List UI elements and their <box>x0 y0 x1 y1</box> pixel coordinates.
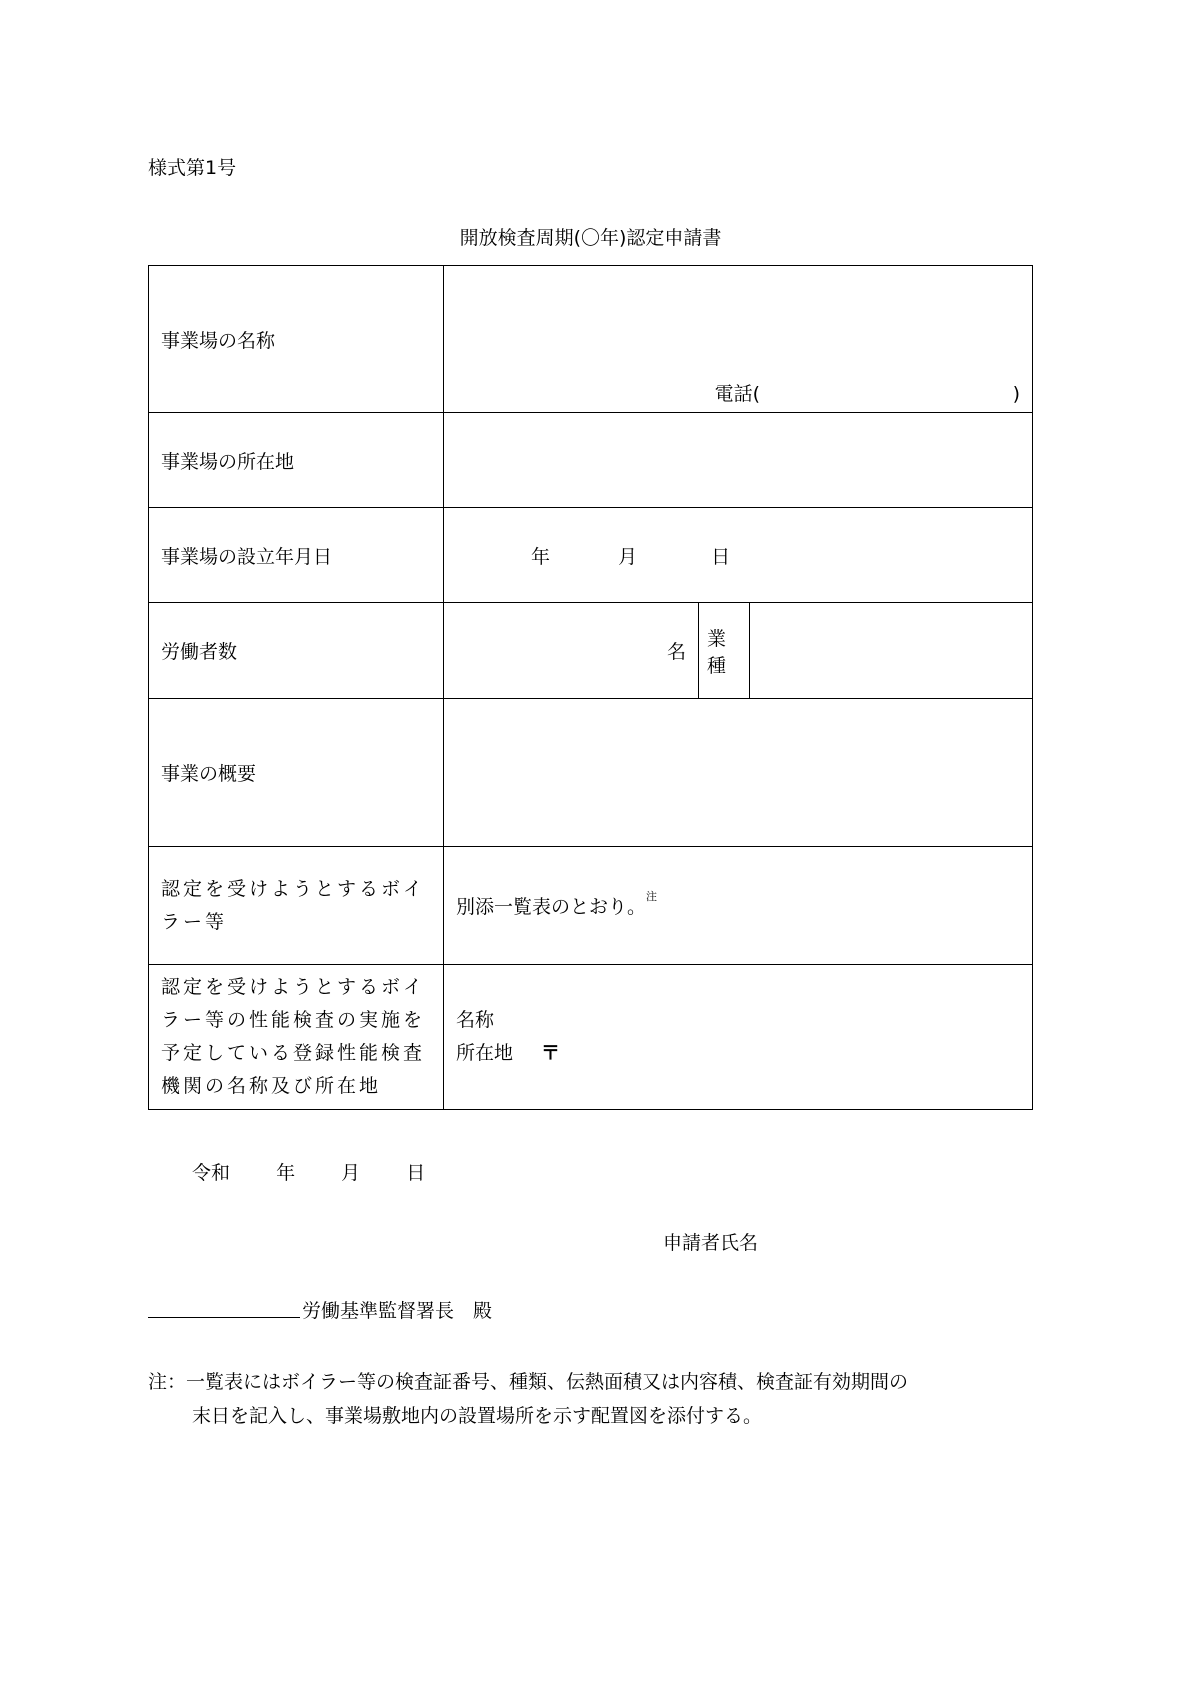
row-business-name <box>149 266 1033 413</box>
postal-mark-icon: 〒 <box>541 1042 561 1064</box>
date-month-label: 月 <box>341 1162 361 1184</box>
workers-count-field[interactable] <box>444 603 699 698</box>
row-overview <box>149 699 1033 847</box>
date-day-label: 日 <box>406 1162 426 1184</box>
application-table <box>148 265 1033 1110</box>
agency-label-line: 機関の名称及び所在地 <box>161 1075 382 1097</box>
business-name-field[interactable] <box>444 266 1033 413</box>
phone-field[interactable] <box>715 379 1020 406</box>
note-line-2: 末日を記入し、事業場敷地内の設置場所を示す配置図を添付する。 <box>192 1405 763 1427</box>
workers-unit: 名 <box>666 641 686 663</box>
boilers-label-line: 認定を受けようとするボイ <box>161 877 426 900</box>
established-label: 事業場の設立年月日 <box>149 508 444 603</box>
workers-label: 労働者数 <box>149 603 444 699</box>
applicant-name-label: 申請者氏名 <box>663 1232 759 1254</box>
industry-label: 業種 <box>699 603 750 698</box>
document-title: 開放検査周期(〇年)認定申請書 <box>459 227 722 249</box>
overview-label: 事業の概要 <box>149 699 444 847</box>
row-agency <box>149 965 1033 1110</box>
agency-label <box>149 965 444 1110</box>
industry-field[interactable] <box>750 603 1033 698</box>
office-name-blank[interactable] <box>148 1317 300 1318</box>
row-workers <box>149 603 1033 699</box>
date-era: 令和 <box>192 1162 231 1184</box>
row-boilers <box>149 847 1033 965</box>
date-year: 年 <box>531 545 551 568</box>
boilers-value: 別添一覧表のとおり。 <box>456 896 647 918</box>
date-month: 月 <box>618 545 638 568</box>
established-date-field[interactable] <box>444 508 1033 603</box>
row-established <box>149 508 1033 603</box>
phone-label: 電話( <box>714 383 760 405</box>
address-label: 事業場の所在地 <box>149 413 444 508</box>
phone-close: ) <box>1012 383 1020 405</box>
note-mark: 注 <box>646 890 658 903</box>
agency-label-line: ラー等の性能検査の実施を <box>161 1009 426 1031</box>
boilers-label-line: ラー等 <box>161 910 228 933</box>
agency-field[interactable] <box>444 965 1033 1110</box>
boilers-label <box>149 847 444 965</box>
date-day: 日 <box>711 545 731 568</box>
agency-label-line: 認定を受けようとするボイ <box>161 976 426 998</box>
date-year-label: 年 <box>276 1162 296 1184</box>
boilers-field[interactable] <box>444 847 1033 965</box>
agency-name-label: 名称 <box>456 1009 495 1031</box>
note-line-1: 注：一覧表にはボイラー等の検査証番号、種類、伝熱面積又は内容積、検査証有効期間の <box>148 1371 909 1393</box>
business-name-label: 事業場の名称 <box>149 266 444 413</box>
agency-address-label: 所在地 <box>456 1042 514 1064</box>
overview-field[interactable] <box>444 699 1033 847</box>
addressee: 労働基準監督署長 殿 <box>302 1300 493 1322</box>
address-field[interactable] <box>444 413 1033 508</box>
form-number: 様式第1号 <box>148 157 237 179</box>
application-date[interactable] <box>192 1158 425 1185</box>
agency-label-line: 予定している登録性能検査 <box>161 1042 426 1064</box>
row-address <box>149 413 1033 508</box>
